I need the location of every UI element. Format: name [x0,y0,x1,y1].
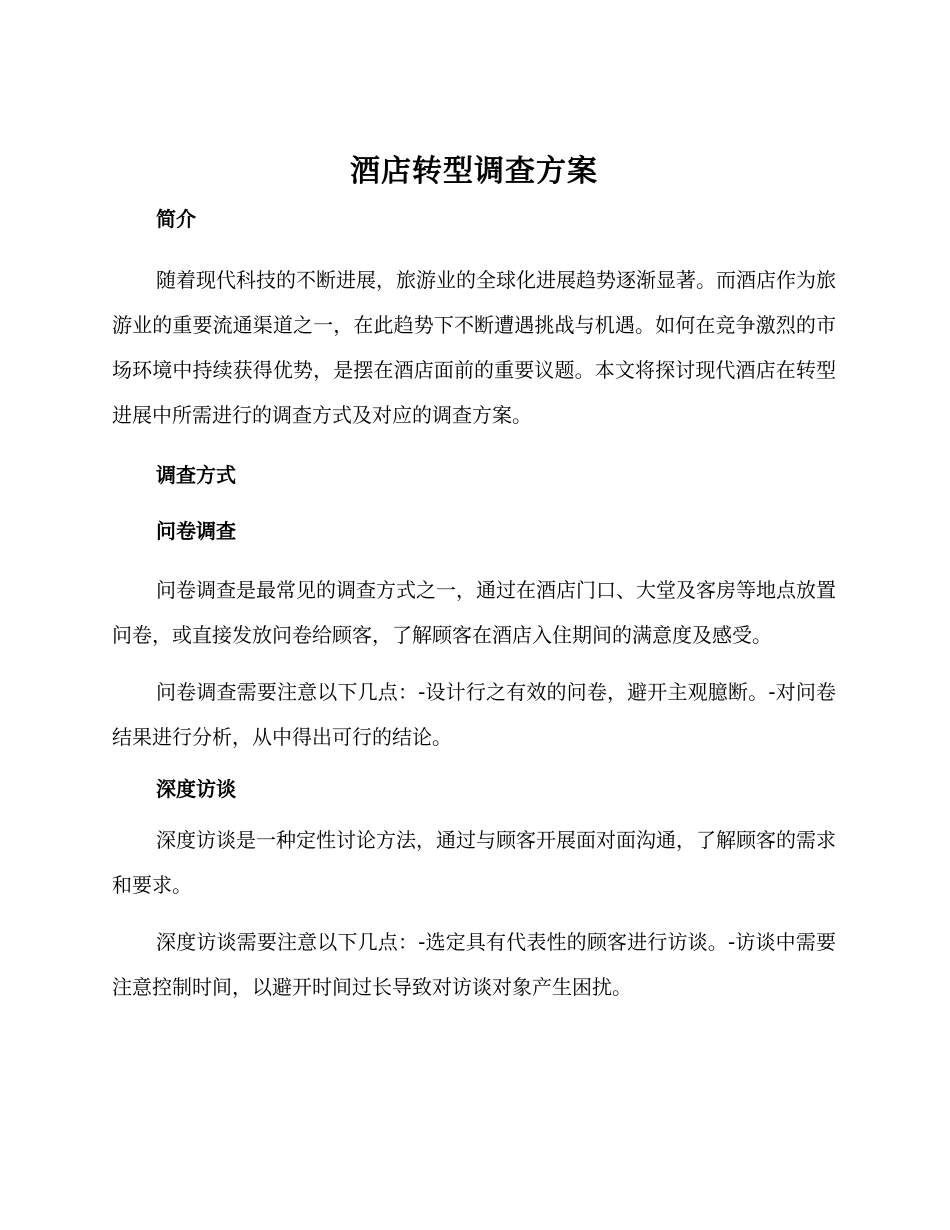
interview-paragraph-1: 深度访谈是一种定性讨论方法，通过与顾客开展面对面沟通，了解顾客的需求和要求。 [112,828,836,897]
document-body [112,148,836,1022]
document-title: 酒店转型调查方案 [350,154,598,189]
questionnaire-paragraph-2: 问卷调查需要注意以下几点：‐设计行之有效的问卷，避开主观臆断。‐对问卷结果进行分析，从中得出可行的结论。 [112,680,836,749]
section-heading-interview: 深度访谈 [156,777,236,801]
questionnaire-paragraph-1: 问卷调查是最常见的调查方式之一，通过在酒店门口、大堂及客房等地点放置问卷，或直接发放问卷给顾客，了解顾客在酒店入住期间的满意度及感受。 [112,578,836,647]
interview-paragraph-2: 深度访谈需要注意以下几点：‐选定具有代表性的顾客进行访谈。‐访谈中需要注意控制时间，以避开时间过长导致对访谈对象产生困扰。 [112,930,836,999]
section-heading-intro: 简介 [156,207,196,231]
section-heading-questionnaire: 问卷调查 [156,519,236,543]
section-heading-methods: 调查方式 [156,463,236,487]
intro-paragraph: 随着现代科技的不断进展，旅游业的全球化进展趋势逐渐显著。而酒店作为旅游业的重要流通渠道之一，在此趋势下不断遭遇挑战与机遇。如何在竞争激烈的市场环境中持续获得优势，是摆在酒店面前的重要议题。本文将探讨现代酒店在转型进展中所需进行的调查方式及对应的调查方案。 [112,268,836,427]
